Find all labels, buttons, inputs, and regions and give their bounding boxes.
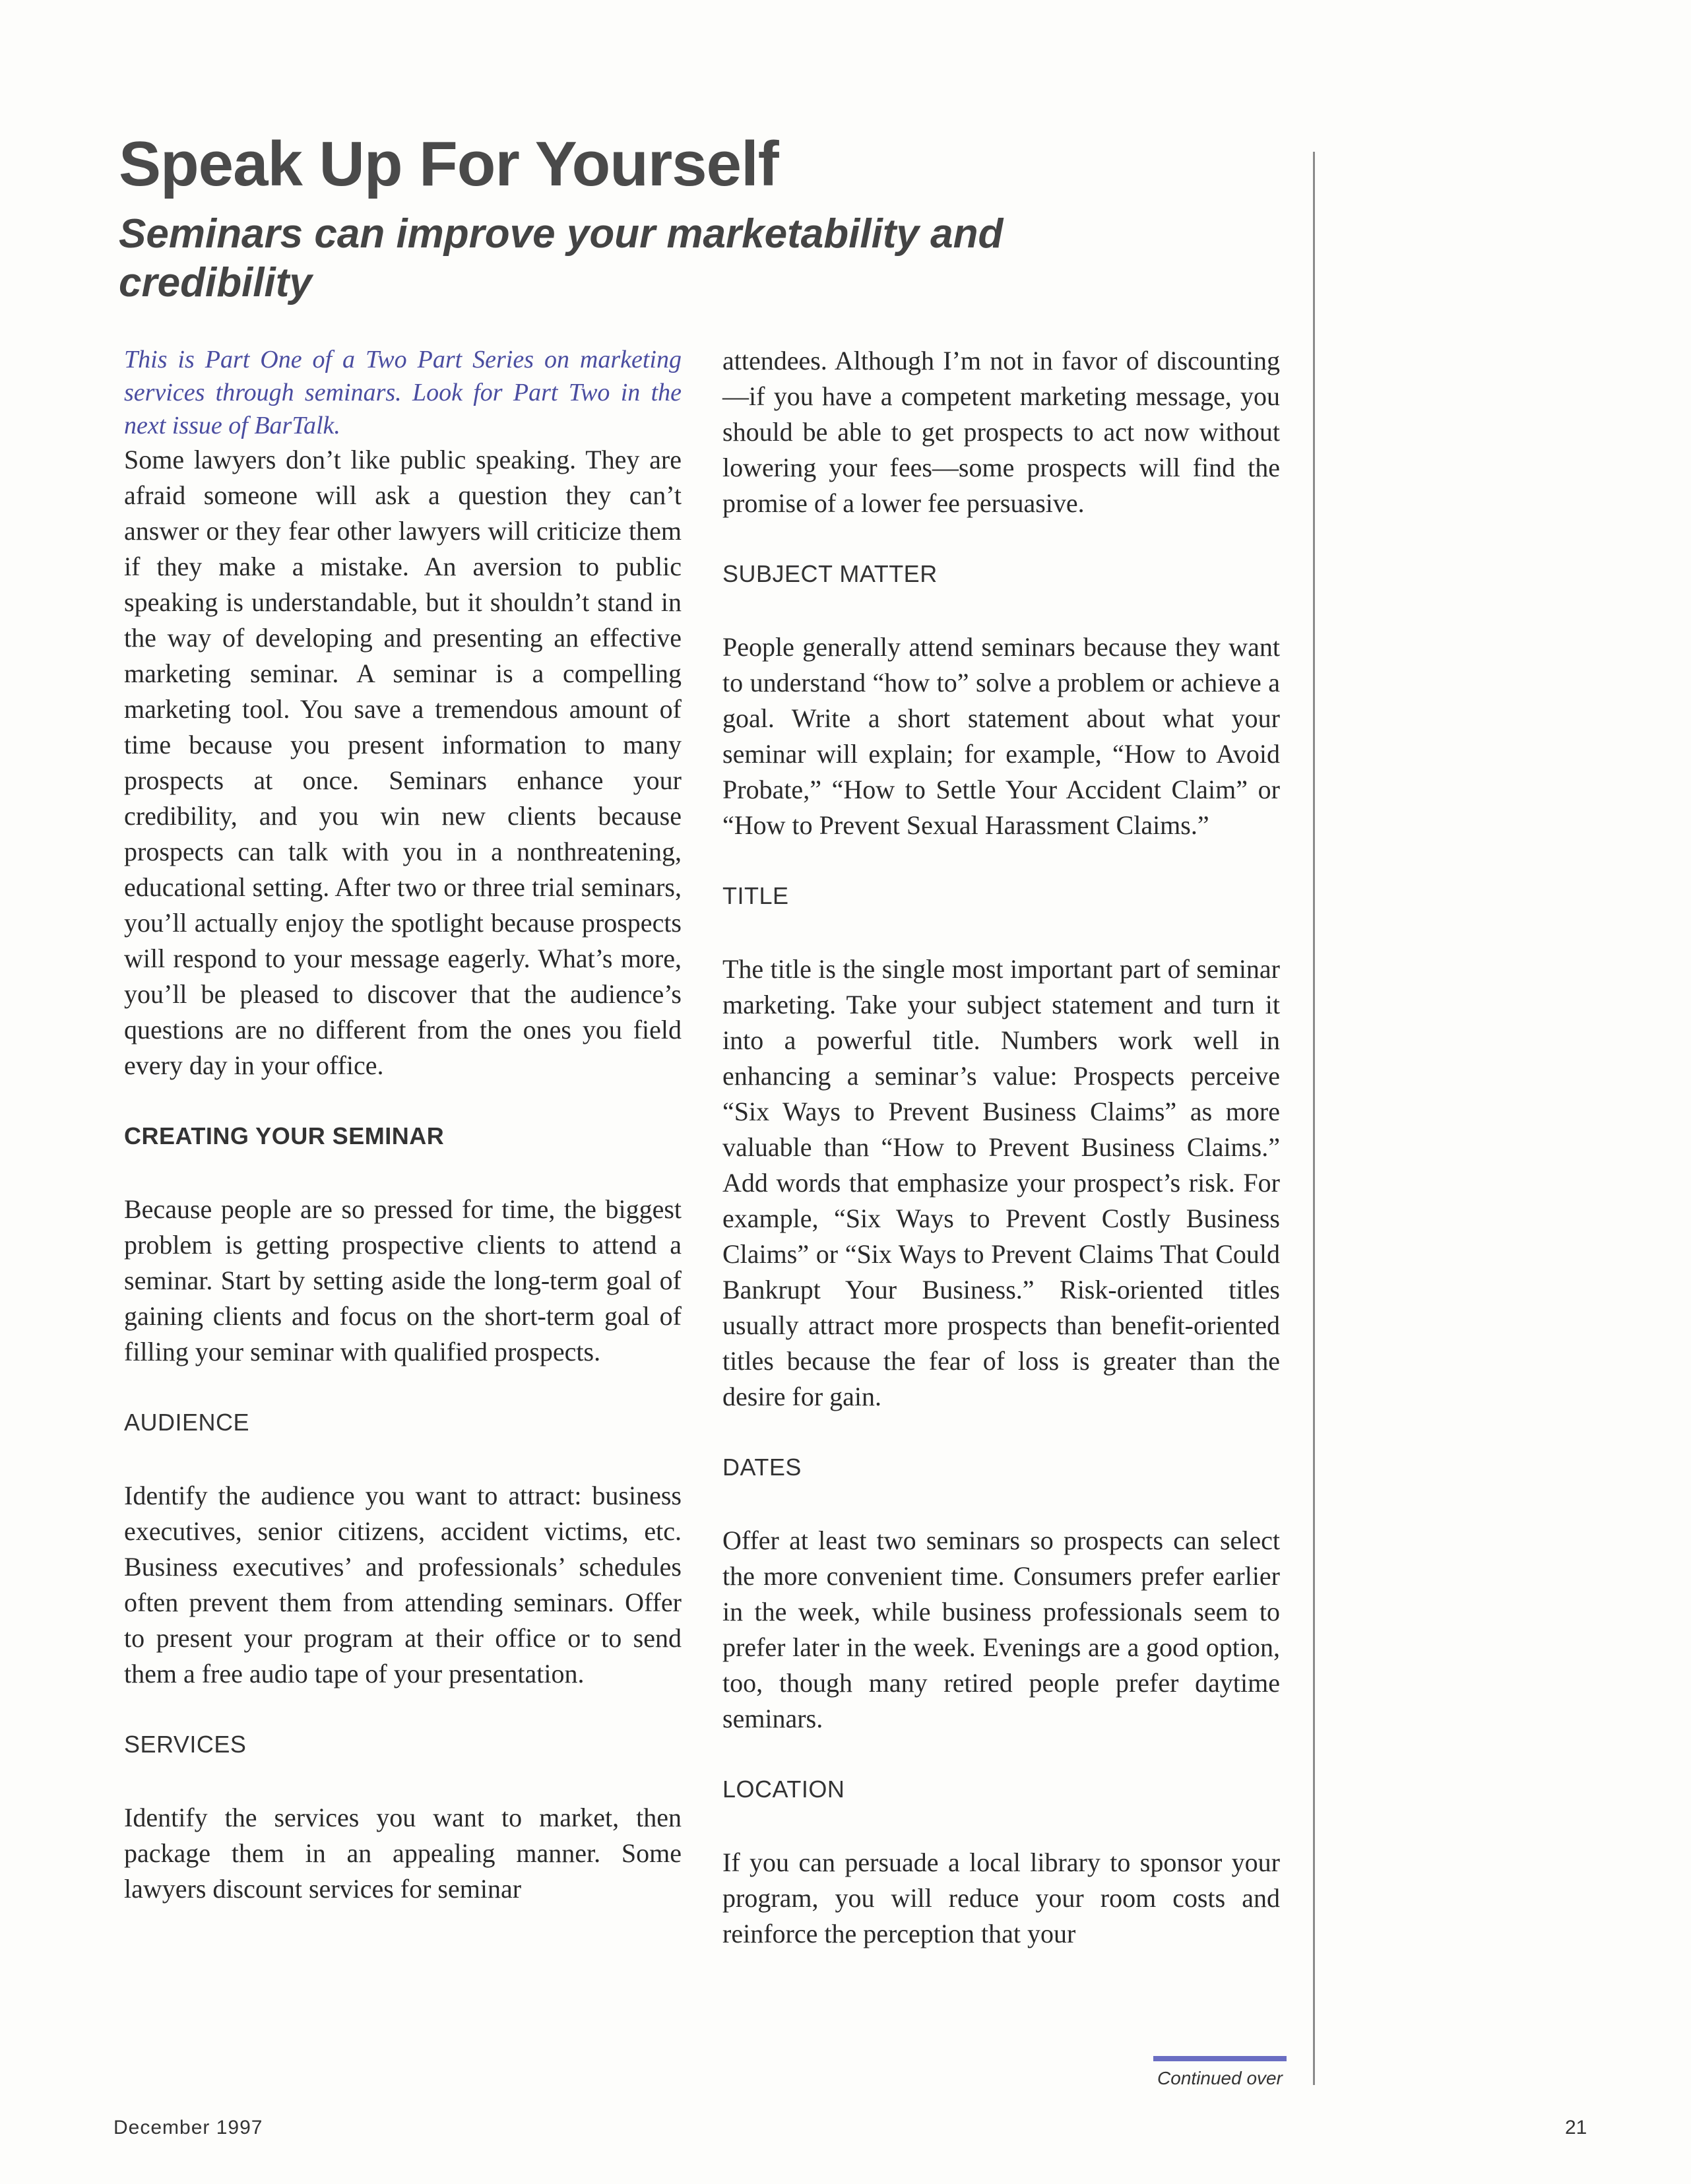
footer-issue-date: December 1997 — [113, 2117, 263, 2138]
continued-rule — [1153, 2056, 1287, 2061]
paragraph-subject-matter: People generally attend seminars because they want to understand “how to” solve a problem or achieve a goal. Write a short statement about what your seminar will explain; for example, “How to Avoid Probate,” “How to Settle Your Accident Claim” or “How to Prevent Sexual Harassment Claims.” — [722, 632, 1280, 840]
heading-dates: DATES — [722, 1454, 802, 1481]
series-intro: This is Part One of a Two Part Series on marketing services through seminars. Look for Part Two in the next issue of BarTalk. — [124, 346, 682, 439]
paragraph-title: The title is the single most important part of seminar marketing. Take your subject statement and turn it into a powerful title. Numbers work well in enhancing a seminar’s value: Prospects perceive “Six Ways to Prevent Business Claims” as more valuable than “How to Prevent Business Claims.” Add words that emphasize your prospect’s risk. For example, “Six Ways to Prevent Costly Business Claims” or “Six Ways to Prevent Claims That Could Bankrupt Your Business.” Risk-oriented titles usually attract more prospects than benefit-oriented titles because the fear of loss is greater than the desire for gain. — [722, 954, 1280, 1411]
heading-subject-matter: SUBJECT MATTER — [722, 560, 938, 587]
paragraph-creating: Because people are so pressed for time, the biggest problem is getting prospective clients to attend a seminar. Start by setting aside the long-term goal of gaining clients and focus on the short-term goal of filling your seminar with qualified prospects. — [124, 1194, 682, 1366]
heading-audience: AUDIENCE — [124, 1409, 250, 1436]
paragraph-location: If you can persuade a local library to sponsor your program, you will reduce your room costs and reinforce the perception that your — [722, 1847, 1280, 1948]
continued-over-label: Continued over — [1157, 2068, 1283, 2088]
paragraph-audience: Identify the audience you want to attract: business executives, senior citizens, accident victims, etc. Business executives’ and professionals’ schedules often prevent them from attending seminars. Offer to present your program at their office or to send them a free audio tape of your presentation. — [124, 1481, 682, 1688]
footer-page-number: 21 — [1565, 2117, 1587, 2138]
paragraph-services: Identify the services you want to market, then package them in an appealing manner. Some lawyers discount services for seminar — [124, 1803, 682, 1904]
paragraph-intro: Some lawyers don’t like public speaking. They are afraid someone will ask a question they can’t answer or they fear other lawyers will criticize them if they make a mistake. An aversion to public speaking is understandable, but it shouldn’t stand in the way of developing and presenting an effective marketing seminar. A seminar is a compelling marketing tool. You save a tremendous amount of time because you present information to many prospects at once. Seminars enhance your credibility, and you win new clients because prospects can talk with you in a nonthreatening, educational setting. After two or three trial seminars, you’ll actually enjoy the spotlight because prospects will respond to your message eagerly. What’s more, you’ll be pleased to discover that the audience’s questions are no different from the ones you field every day in your office. — [124, 445, 682, 1080]
paragraph-dates: Offer at least two seminars so prospects can select the more convenient time. Consumers prefer earlier in the week, while business professionals seem to prefer later in the week. Evenings are a good option, too, though many retired people prefer daytime seminars. — [722, 1526, 1280, 1733]
heading-location: LOCATION — [722, 1776, 845, 1803]
article-subtitle: Seminars can improve your marketability and credibility — [119, 211, 1004, 306]
heading-title: TITLE — [722, 882, 789, 909]
left-column — [124, 343, 682, 1907]
column-divider-rule — [1313, 152, 1315, 2085]
heading-creating-your-seminar: CREATING YOUR SEMINAR — [124, 1122, 445, 1149]
article-title: Speak Up For Yourself — [119, 129, 779, 199]
right-column — [722, 343, 1280, 1952]
heading-services: SERVICES — [124, 1731, 247, 1758]
paragraph-attendees: attendees. Although I’m not in favor of discounting—if you have a competent marketing message, you should be able to get prospects to act now without lowering your fees—some prospects will find the promise of a lower fee persuasive. — [722, 346, 1280, 518]
